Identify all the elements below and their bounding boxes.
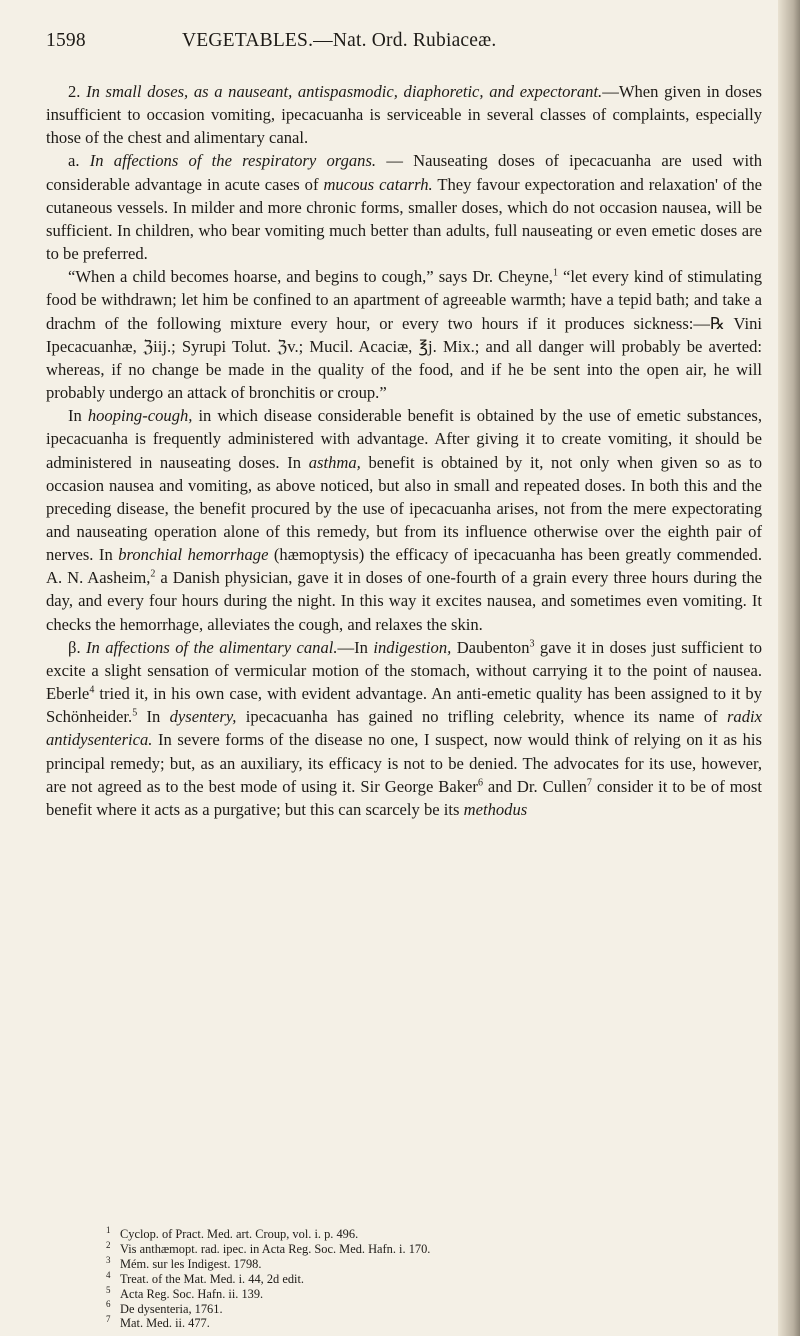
italic-text: Acta Reg. Soc. Med. Hafn. (261, 1241, 396, 1256)
paragraph-p-a (46, 149, 762, 265)
text-run: a. (68, 151, 90, 171)
text-run: In (68, 406, 88, 426)
text-run: gave it in doses just sufficient to excite a slight sensation of vermicular motion of the stomach, without carrying it to the point of nausea. Eberle (46, 637, 762, 704)
italic-text: asthma, (308, 452, 361, 472)
footnote-ref: 3 (529, 638, 535, 650)
italic-text: Mém. sur les Indigest. (120, 1256, 231, 1271)
text-run: vol. i. p. 496. (289, 1227, 359, 1241)
footnote-ref: 7 (586, 777, 592, 789)
running-title: VEGETABLES.—Nat. Ord. Rubiaceæ. (182, 30, 497, 51)
italic-text: In small doses, as a nauseant, antispasmodic, diaphoretic, and expectorant. (86, 82, 603, 101)
text-run: In (137, 707, 170, 727)
italic-text: Mat. Med. (120, 1316, 172, 1331)
footnotes (46, 1224, 762, 1331)
text-run: a Danish physician, gave it in doses of one-fourth of a grain every three hours during the day, and every four hours during the night. In this way it excites nausea, and sometimes even vomiting. It checks the hemorrhage, alleviates the cough, and relaxes the skin. (46, 568, 762, 634)
paragraph-p-hooping (46, 404, 762, 636)
footnote-ref: 2 (150, 568, 156, 580)
paragraph-p-beta (46, 636, 762, 821)
italic-text: In affections of the respiratory organs. (89, 151, 377, 171)
text-run: consider it to be of most benefit where it acts as a purgative; but this can scarcely be its (46, 776, 762, 819)
text-run: i. 170. (395, 1241, 431, 1256)
text-run: 1761. (191, 1301, 223, 1316)
text-run: ipecacuanha has gained no trifling celebrity, whence its name of (236, 707, 727, 727)
footnote-ref: 1 (552, 267, 558, 279)
text-run: Daubenton (451, 637, 530, 657)
footnote: 5 Acta Reg. Soc. Hafn. ii. 139. (106, 1284, 264, 1301)
page-header (46, 30, 762, 70)
page-edge-shadow (778, 0, 800, 1336)
text-run: “let every kind of stimulating food be withdrawn; let him be confined to an apartment of agreeable warmth; have a tepid bath; and take a drachm of the following mixture every hour, or every two hours if it produces sickness:—℞ Vini Ipecacuanhæ, ℨiij.; Syrupi Tolut. ℨv.; Mucil. Acaciæ, ℥j. Mix.; and all danger will probably be averted: whereas, if no change be made in the quality of the food, and if he be sent into the open air, he will probably undergo an attack of bronchitis or croup.” (46, 267, 762, 403)
text-run: in (246, 1241, 262, 1256)
text-run: —When given in doses insufficient to occasion vomiting, ipecacuanha is serviceable in several classes of complaints, especially those of the chest and alimentary canal. (46, 82, 763, 148)
footnote: 2 Vis anthæmopt. rad. ipec. in Acta Reg. Soc. Med. Hafn. i. 170. (106, 1239, 431, 1256)
text-run: 1798. (230, 1256, 262, 1271)
italic-text: De dysenteria, (120, 1301, 192, 1316)
text-run: —In (337, 637, 374, 657)
italic-text: bronchial hemorrhage (118, 545, 269, 565)
italic-text: Treat. of the Mat. Med. (120, 1271, 236, 1286)
text-run: tried it, in his own case, with evident advantage. An anti-emetic quality has been assigned to it by Schönheider. (46, 684, 762, 727)
page-number: 1598 (46, 30, 86, 51)
italic-text: indigestion, (373, 637, 452, 657)
italic-text: Vis anthæmopt. rad. ipec. (120, 1241, 247, 1256)
footnote: 6 De dysenteria, 1761. (106, 1299, 223, 1316)
text-run: “When a child becomes hoarse, and begins to cough,” says Dr. Cheyne, (68, 267, 553, 287)
italic-text: dysentery, (169, 707, 237, 727)
footnote-ref: 4 (89, 684, 95, 696)
text-run: benefit is obtained by it, not only when given so as to occasion nausea and vomiting, as above noticed, but also in small and repeated doses. In both this and the preceding disease, the benefit procured by the use of ipecacuanha arises, not from the mere expectorating and nauseating operation alone of this remedy, but from its influence otherwise over the eighth pair of nerves. In (46, 452, 762, 565)
text-run: — Nauseating doses of ipecacuanha are used with considerable advantage in acute cases of (46, 151, 762, 194)
text-run: ii. 477. (171, 1316, 210, 1331)
text-run: in which disease considerable benefit is obtained by the use of emetic substances, ipecacuanha is frequently administered with advantage. After giving it to create vomiting, it should be administered in nauseating doses. In (46, 406, 762, 472)
italic-text: methodus (463, 799, 528, 819)
footnote: 3 Mém. sur les Indigest. 1798. (106, 1254, 262, 1271)
italic-text: mucous catarrh. (323, 174, 433, 194)
footnote: 1 Cyclop. of Pract. Med. art. Croup, vol. i. p. 496. (106, 1224, 359, 1241)
italic-text: Acta Reg. Soc. Hafn. (120, 1286, 226, 1301)
text-run: and Dr. Cullen (482, 776, 587, 796)
paragraph-p-quote (46, 265, 762, 404)
book-page (46, 30, 762, 821)
italic-text: Cyclop. of Pract. Med. (120, 1227, 233, 1241)
paragraph-p-2 (46, 80, 762, 149)
text-run: ii. 139. (225, 1286, 264, 1301)
footnote-ref: 6 (477, 777, 483, 789)
text-run: β. (68, 637, 87, 657)
text-run: In severe forms of the disease no one, I suspect, now would think of relying on it as his principal remedy; but, as an auxiliary, its efficacy is not to be denied. The advocates for its use, however, are not agreed as to the best mode of using it. Sir George Baker (46, 730, 762, 796)
italic-text: radix antidysenterica. (46, 707, 762, 750)
italic-text: In affections of the alimentary canal. (86, 637, 338, 657)
text-run: art. (232, 1227, 256, 1241)
italic-text: Croup, (255, 1227, 290, 1241)
text-run: They favour expectoration and relaxation' of the cutaneous vessels. In milder and more chronic forms, smaller doses, which do not occasion nausea, will be sufficient. In children, who bear vomiting much better than adults, full nauseating or even emetic doses are to be preferred. (46, 174, 762, 264)
text-run: (hæmoptysis) the efficacy of ipecacuanha has been greatly commended. A. N. Aasheim, (46, 545, 763, 588)
text-run: 2. (68, 82, 87, 101)
footnote: 7 Mat. Med. ii. 477. (106, 1314, 210, 1331)
footnote: 4 Treat. of the Mat. Med. i. 44, 2d edit. (106, 1269, 305, 1286)
footnote-ref: 5 (132, 707, 138, 719)
body-text (46, 80, 762, 821)
italic-text: hooping-cough, (87, 406, 193, 426)
text-run: i. 44, 2d edit. (235, 1271, 305, 1286)
